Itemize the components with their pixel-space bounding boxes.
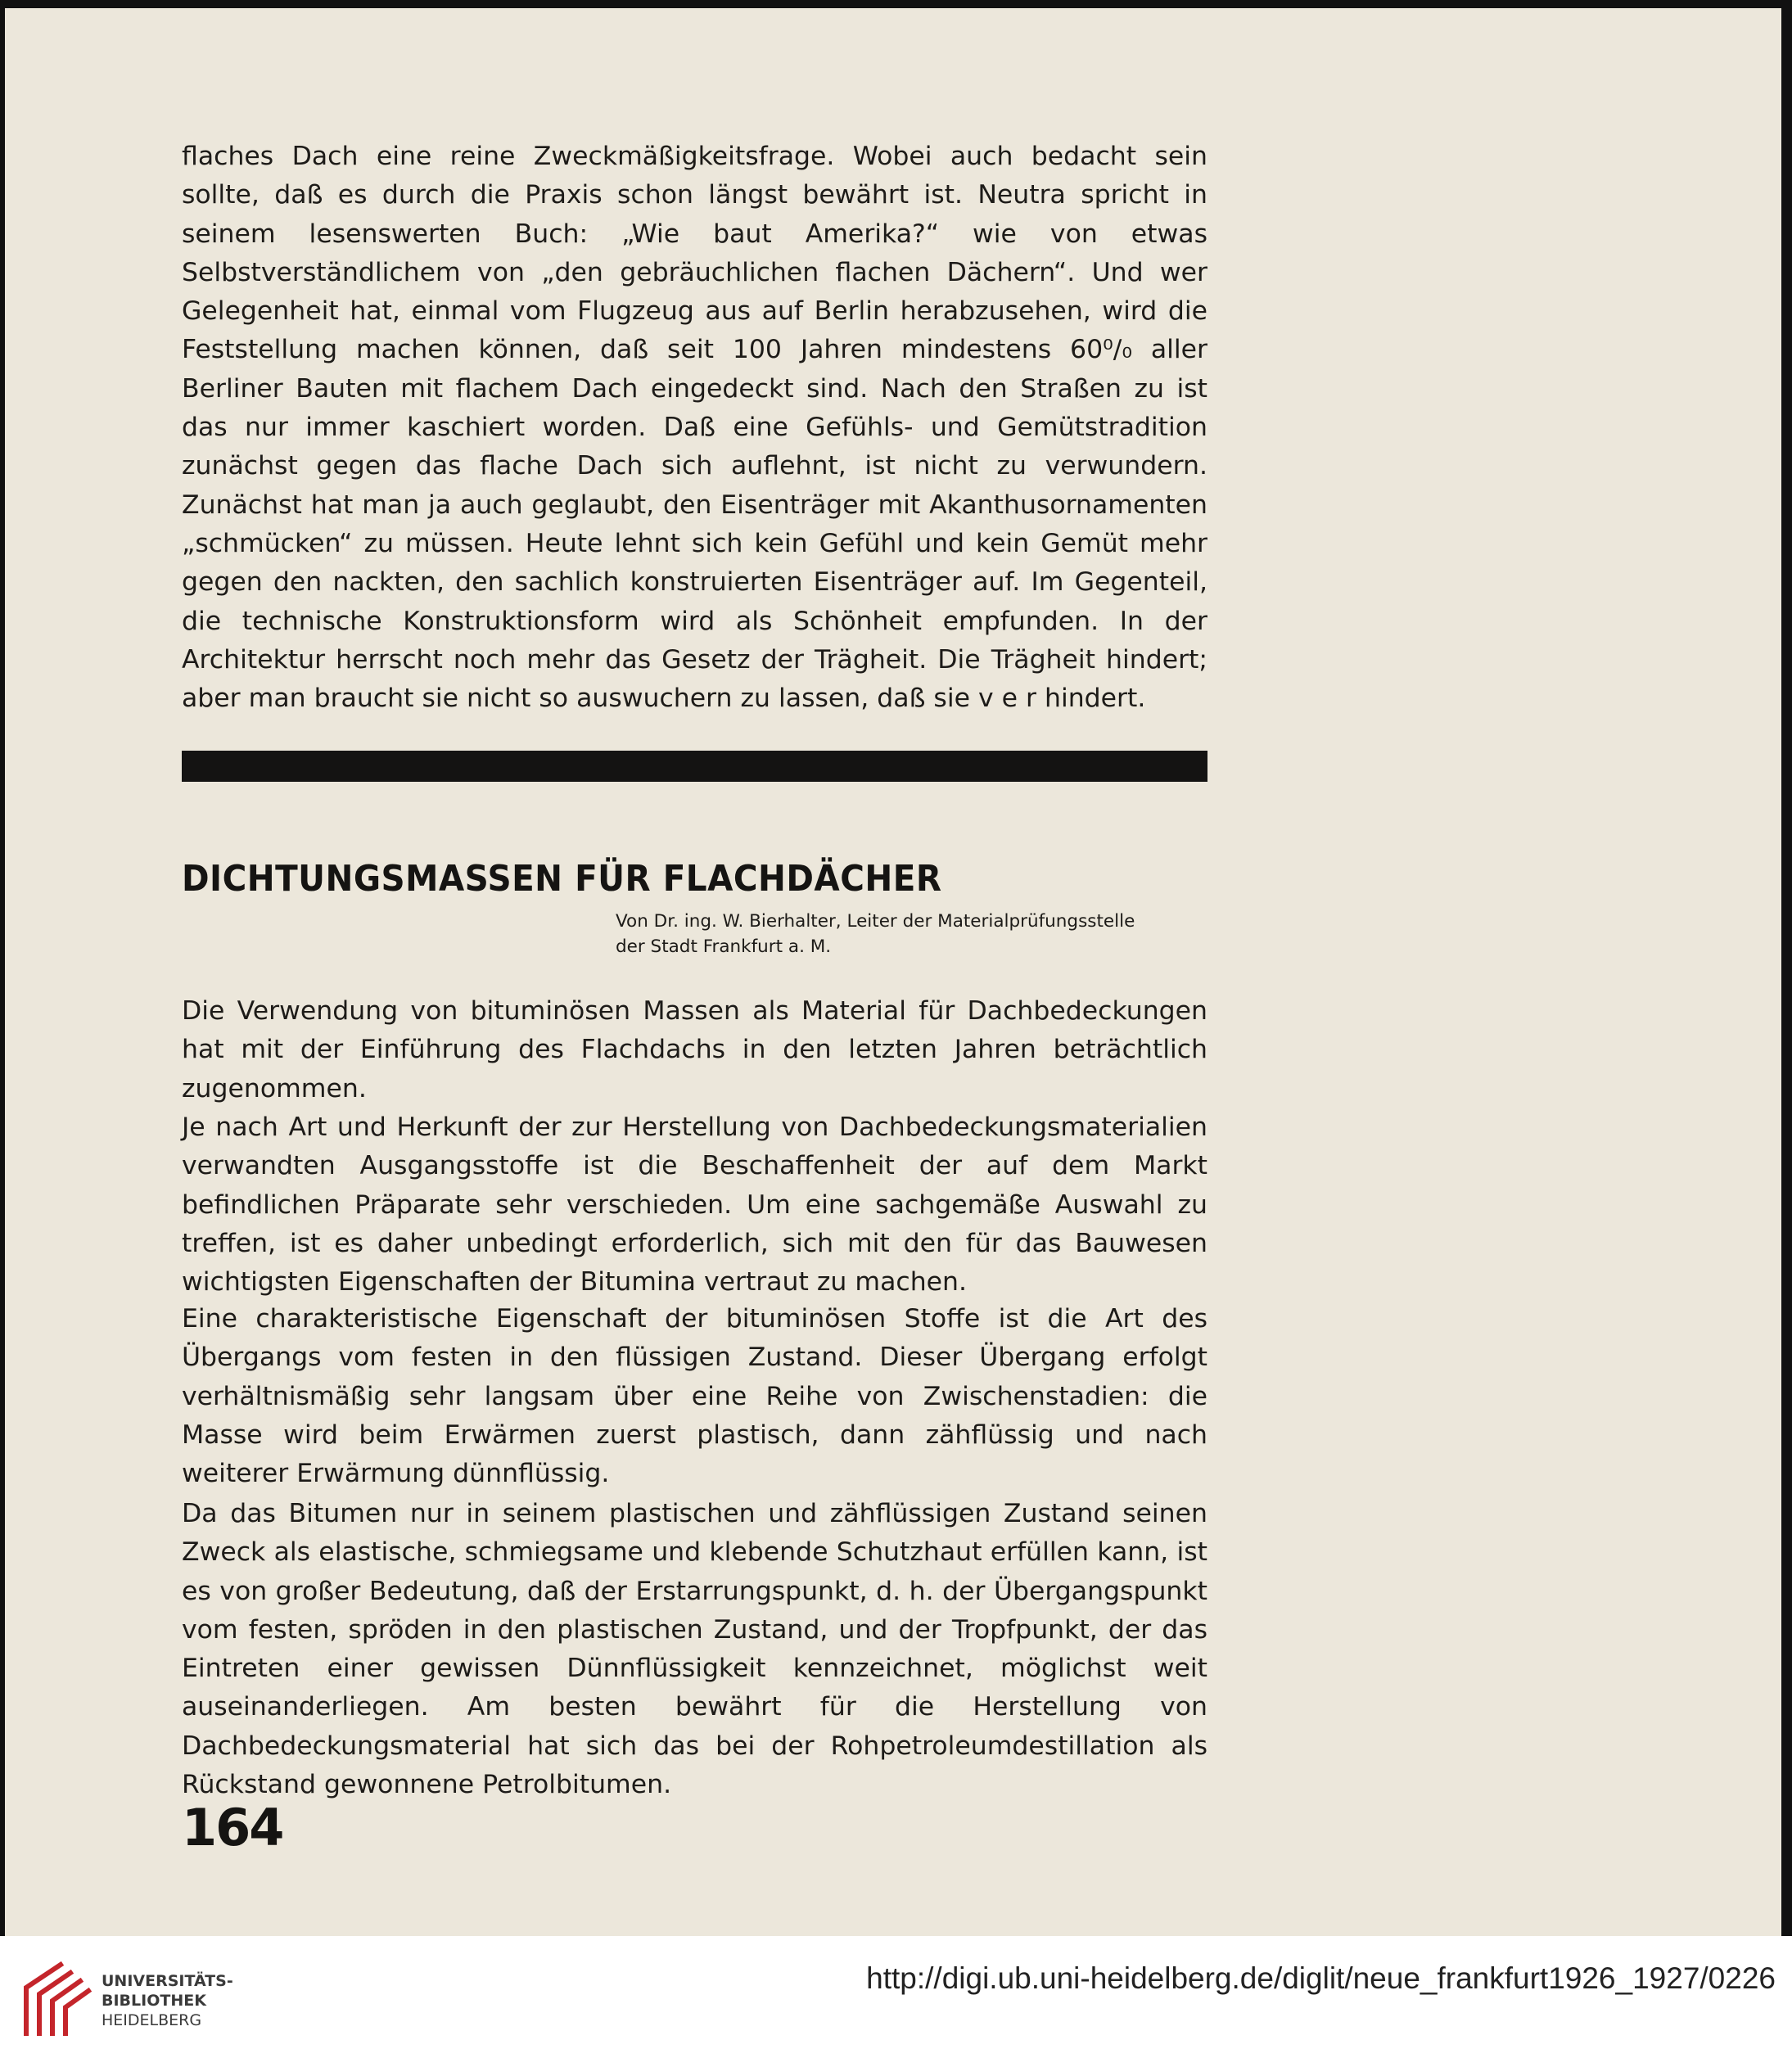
page-number: 164 [182,1798,283,1857]
library-name [102,1971,233,2030]
body-paragraph-continuation: flaches Dach eine reine Zweckmäßigkeitsfrage. Wobei auch bedacht sein sollte, daß es durch die Praxis schon längst bewährt ist. Neutra spricht in seinem lesenswerten Buch: „Wie baut Amerika?“ wie von etwas Selbstverständlichem von „den gebräuchlichen flachen Dächern“. Und wer Gelegenheit hat, einmal vom Flugzeug aus auf Berlin herabzusehen, wird die Feststellung machen können, daß seit 100 Jahren mindestens 60⁰/₀ aller Berliner Bauten mit flachem Dach eingedeckt sind. Nach den Straßen zu ist das nur immer kaschiert worden. Daß eine Gefühls- und Gemütstradition zunächst gegen das flache Dach sich auflehnt, ist nicht zu verwundern. Zunächst hat man ja auch geglaubt, den Eisenträger mit Akanthusornamenten „schmücken“ zu müssen. Heute lehnt sich kein Gefühl und kein Gemüt mehr gegen den nackten, den sachlich konstruierten Eisenträger auf. Im Gegenteil, die technische Konstruktionsform wird als Schönheit empfunden. In der Architektur herrscht noch mehr das Gesetz der Trägheit. Die Trägheit hindert; aber man braucht sie nicht so auswuchern zu lassen, daß sie v e r hindert. [182,142,1207,714]
article-byline [616,909,1207,959]
byline-author: Von Dr. ing. W. Bierhalter, Leiter der Materialprüfungsstelle [616,911,1135,932]
library-name-line: UNIVERSITÄTS- [102,1972,233,1990]
byline-affiliation: der Stadt Frankfurt a. M. [616,936,832,957]
body-paragraph: Eine charakteristische Eigenschaft der bituminösen Stoffe ist die Art des Übergangs vom festen in den flüssigen Zustand. Dieser Übergang erfolgt verhältnismäßig sehr langsam über eine Reihe von Zwischenstadien: die Masse wird beim Erwärmen zuerst plastisch, dann zähflüssig und nach weiterer Erwärmung dünnflüssig. [182,1304,1207,1489]
library-name-line: BIBLIOTHEK [102,1992,206,2010]
library-name-line: HEIDELBERG [102,2011,202,2029]
article-title: DICHTUNGSMASSEN FÜR FLACHDÄCHER [182,858,942,900]
source-url-link[interactable]: http://digi.ub.uni-heidelberg.de/diglit/neue_frankfurt1926_1927/0226 [866,1961,1776,1995]
body-paragraph: Die Verwendung von bituminösen Massen als Material für Dachbedeckungen hat mit der Einführung des Flachdachs in den letzten Jahren beträchtlich zugenommen. [182,996,1207,1103]
digitization-footer [0,1936,1792,2067]
body-paragraph: Da das Bitumen nur in seinem plastischen und zähflüssigen Zustand seinen Zweck als elastische, schmiegsame und klebende Schutzhaut erfüllen kann, ist es von großer Bedeutung, daß der Erstarrungspunkt, d. h. der Übergangspunkt vom festen, spröden in den plastischen Zustand, und der Tropfpunkt, der das Eintreten einer gewissen Dünnflüssigkeit kennzeichnet, möglichst weit auseinanderliegen. Am besten bewährt für die Herstellung von Dachbedeckungsmaterial hat sich das bei der Rohpetroleumdestillation als Rückstand gewonnene Petrolbitumen. [182,1499,1207,1800]
heidelberg-library-logo-icon [18,1955,93,2043]
section-divider-bar [182,751,1207,782]
body-paragraph: Je nach Art und Herkunft der zur Herstellung von Dachbedeckungsmaterialien verwandten Ausgangsstoffe ist die Beschaffenheit der auf dem Markt befindlichen Präparate sehr verschieden. Um eine sachgemäße Auswahl zu treffen, ist es daher unbedingt erforderlich, sich mit den für das Bauwesen wichtigsten Eigenschaften der Bitumina vertraut zu machen. [182,1112,1207,1298]
